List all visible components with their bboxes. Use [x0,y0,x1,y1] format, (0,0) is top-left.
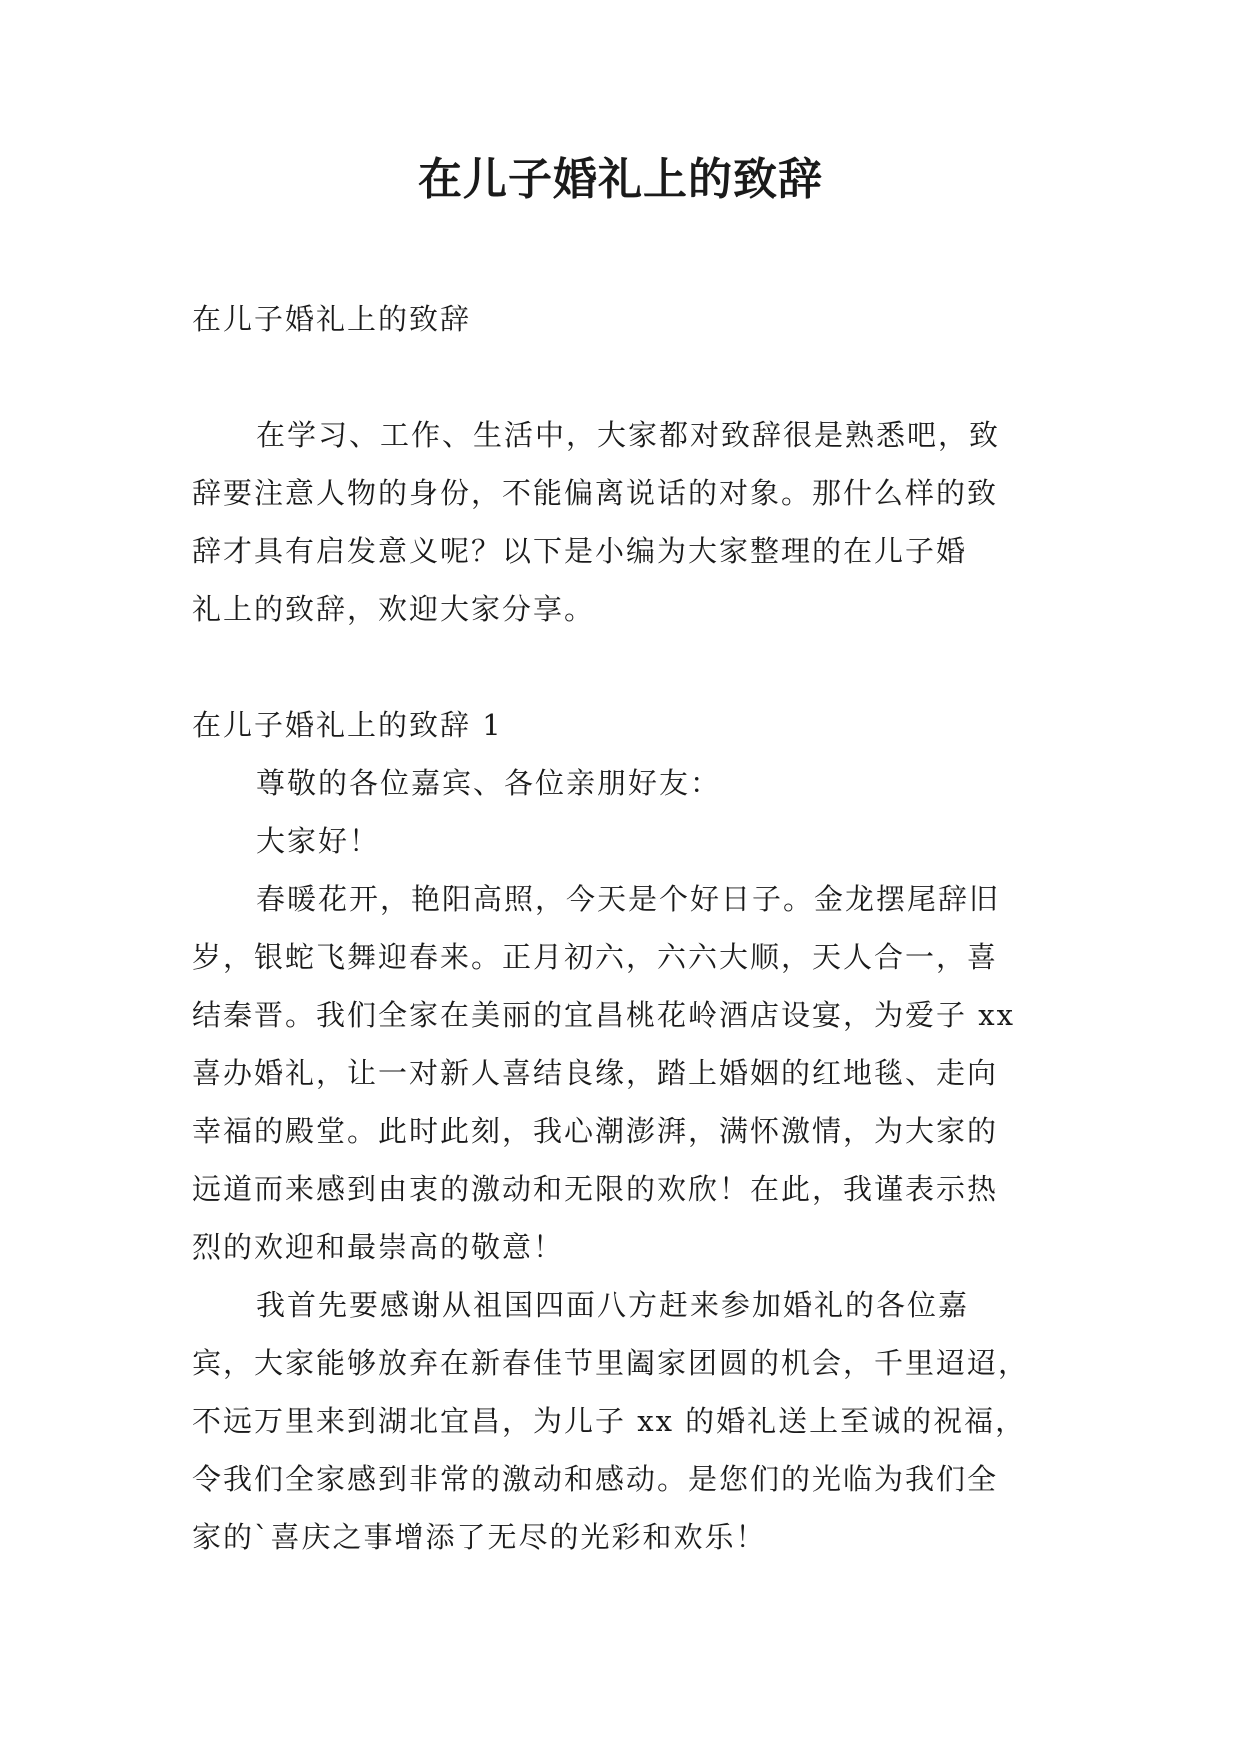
paragraph-line: 宾，大家能够放弃在新春佳节里阖家团圆的机会，千里迢迢， [192,1346,1030,1380]
subtitle: 在儿子婚礼上的致辞 [192,302,472,336]
paragraph-line: 家的`喜庆之事增添了无尽的光彩和欢乐！ [192,1520,767,1554]
intro-line: 礼上的致辞，欢迎大家分享。 [192,592,596,626]
document-body [192,290,1052,1566]
paragraph-line: 我首先要感谢从祖国四面八方赶来参加婚礼的各位嘉 [256,1288,970,1322]
paragraph-line: 岁，银蛇飞舞迎春来。正月初六，六六大顺，天人合一，喜 [192,940,999,974]
paragraph-2 [192,1276,1052,1566]
paragraph-line: 烈的欢迎和最崇高的敬意！ [192,1230,565,1264]
paragraph-1 [192,870,1052,1276]
intro-line: 辞才具有启发意义呢？以下是小编为大家整理的在儿子婚 [192,534,968,568]
intro-paragraph [192,406,1052,638]
greeting: 大家好！ [256,824,381,858]
paragraph-line: 春暖花开，艳阳高照，今天是个好日子。金龙摆尾辞旧 [256,882,1001,916]
document-title: 在儿子婚礼上的致辞 [418,154,823,205]
paragraph-line: 幸福的殿堂。此时此刻，我心潮澎湃，满怀激情，为大家的 [192,1114,999,1148]
intro-line: 在学习、工作、生活中，大家都对致辞很是熟悉吧，致 [256,418,1001,452]
salutation: 尊敬的各位嘉宾、各位亲朋好友： [256,766,722,800]
paragraph-line: 远道而来感到由衷的激动和无限的欢欣！在此，我谨表示热 [192,1172,999,1206]
paragraph-line: 结秦晋。我们全家在美丽的宜昌桃花岭酒店设宴，为爱子 xx [192,998,1015,1032]
paragraph-line: 令我们全家感到非常的激动和感动。是您们的光临为我们全 [192,1462,999,1496]
intro-line: 辞要注意人物的身份，不能偏离说话的对象。那什么样的致 [192,476,999,510]
paragraph-line: 喜办婚礼，让一对新人喜结良缘，踏上婚姻的红地毯、走向 [192,1056,999,1090]
section-heading: 在儿子婚礼上的致辞 1 [192,708,503,742]
paragraph-line: 不远万里来到湖北宜昌，为儿子 xx 的婚礼送上至诚的祝福， [192,1404,1027,1438]
